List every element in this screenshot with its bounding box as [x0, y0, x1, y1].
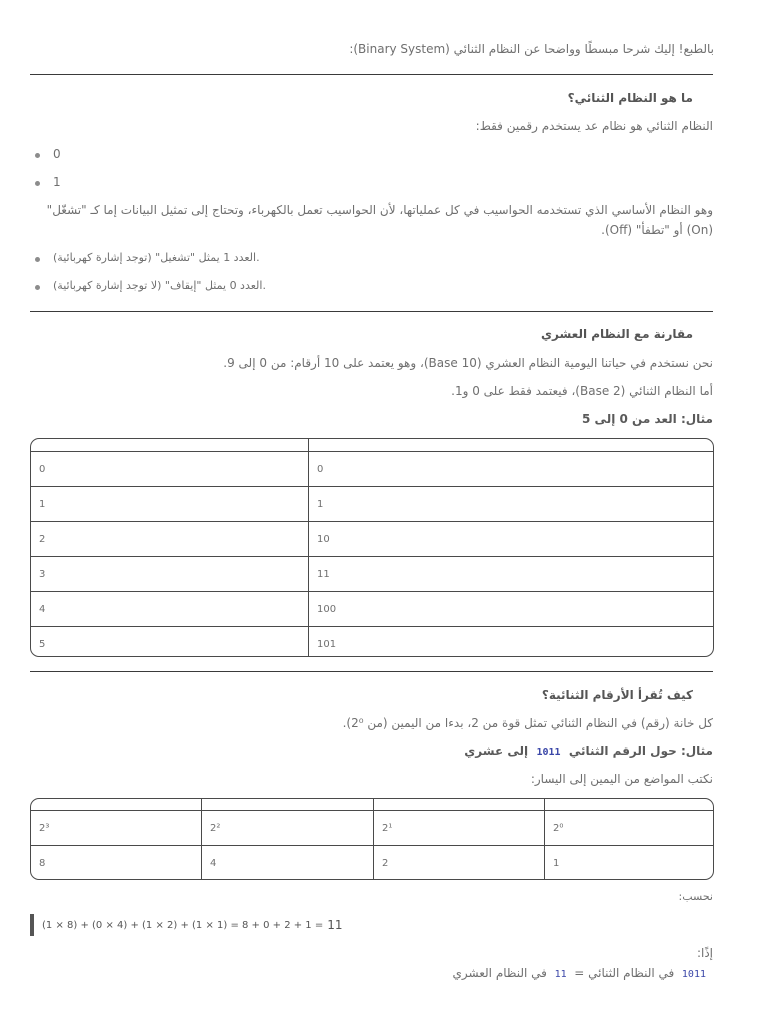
- therefore-label: إذًا:: [696, 946, 713, 960]
- table-cell: 8: [39, 857, 46, 869]
- table-cell: 2: [39, 533, 46, 545]
- table-cell: 2⁰: [544, 811, 713, 845]
- section-title-binary: ما هو النظام الثنائي؟: [567, 91, 693, 105]
- section3-line2: نكتب المواضع من اليمين إلى اليسار:: [530, 772, 713, 786]
- table-cell: 3: [39, 568, 46, 580]
- table-row: [31, 521, 713, 556]
- divider: [30, 74, 713, 75]
- section-title-decimal: مقارنة مع النظام العشري: [541, 327, 693, 341]
- table-header: [308, 439, 713, 451]
- powers-table: [30, 798, 714, 880]
- bullet-off: العدد 0 يمثل "إيقاف" (لا توجد إشارة كهربائية).: [53, 279, 266, 292]
- table-cell: 4: [39, 603, 46, 615]
- section3-line1: كل خانة (رقم) في النظام الثنائي تمثل قوة من 2، بدءا من اليمين (من 2⁰).: [342, 716, 713, 730]
- section-title-reading: كيف تُقرأ الأرقام الثنائية؟: [541, 688, 693, 702]
- bullet-dot: [35, 153, 40, 158]
- binary-code: 1011: [536, 747, 561, 758]
- formula-block: [30, 914, 343, 936]
- table-header: [373, 799, 544, 810]
- bullet-on: العدد 1 يمثل "تشغيل" (توجد إشارة كهربائية).: [53, 251, 260, 264]
- table-cell: 2: [373, 846, 544, 880]
- bullet-dot: [35, 181, 40, 186]
- section2-line1: نحن نستخدم في حياتنا اليومية النظام العشري (Base 10)، وهو يعتمد على 10 أرقام: من 0 إلى 9.: [223, 356, 713, 370]
- table-cell: 2¹: [373, 811, 544, 845]
- table-header: [31, 439, 308, 451]
- count-table: [30, 438, 714, 657]
- table-cell: 1: [544, 846, 713, 880]
- table-cell: 11: [308, 557, 713, 591]
- table-header: [31, 799, 201, 810]
- table-row: [31, 626, 713, 657]
- table-header-row: [31, 799, 713, 810]
- final-line: [306, 966, 706, 980]
- bullet-dot: [35, 285, 40, 290]
- final-end: في النظام العشري: [452, 966, 547, 980]
- section1-line: النظام الثنائي هو نظام عد يستخدم رقمين فقط:: [475, 119, 713, 133]
- table-row: [31, 810, 713, 845]
- final-mid: في النظام الثنائي =: [574, 966, 675, 980]
- formula-text: (1 × 8) + (0 × 4) + (1 × 2) + (1 × 1) = 8 + 0 + 2 + 1 =: [42, 919, 324, 931]
- table-row: [31, 591, 713, 626]
- table-row: [31, 451, 713, 486]
- table-cell: 101: [308, 627, 713, 657]
- table-cell: 2²: [201, 811, 373, 845]
- table-cell: 10: [308, 522, 713, 556]
- digit-one: 1: [53, 175, 61, 189]
- table-header: [544, 799, 713, 810]
- bullet-dot: [35, 257, 40, 262]
- table-row: [31, 556, 713, 591]
- table-row: [31, 845, 713, 880]
- table-cell: 4: [201, 846, 373, 880]
- table-row: [31, 486, 713, 521]
- table-header-row: [31, 439, 713, 451]
- formula-result: 11: [327, 918, 343, 932]
- section1-para-line1: وهو النظام الأساسي الذي تستخدمه الحواسيب في كل عملياتها، لأن الحواسيب تعمل بالكهرباء، وتحتاج إلى تمثيل البيانات إما كـ "تشغّل": [46, 203, 713, 217]
- decimal-code: 11: [554, 969, 567, 980]
- table-cell: 2³: [39, 822, 50, 834]
- table-cell: 5: [39, 638, 46, 650]
- table-cell: 1: [39, 498, 46, 510]
- intro-text: بالطبع! إليك شرحا مبسطًا وواضحا عن النظام الثنائي (Binary System):: [349, 42, 714, 56]
- table-cell: 0: [308, 452, 713, 486]
- calc-label: نحسب:: [678, 890, 713, 903]
- section1-para-line2: (On) أو "تطفأ" (Off).: [601, 223, 713, 237]
- section2-line2: أما النظام الثنائي (Base 2)، فيعتمد فقط على 0 و1.: [451, 384, 713, 398]
- table-header: [201, 799, 373, 810]
- table-cell: 100: [308, 592, 713, 626]
- example-prefix: مثال: حول الرقم الثنائي: [568, 744, 713, 758]
- binary-code: 1011: [681, 969, 706, 980]
- section3-example: [113, 744, 713, 758]
- divider: [30, 311, 713, 312]
- digit-zero: 0: [53, 147, 61, 161]
- example-suffix: إلى عشري: [464, 744, 529, 758]
- table-cell: 1: [308, 487, 713, 521]
- section2-example: مثال: العد من 0 إلى 5: [582, 412, 713, 426]
- divider: [30, 671, 713, 672]
- table-cell: 0: [39, 463, 46, 475]
